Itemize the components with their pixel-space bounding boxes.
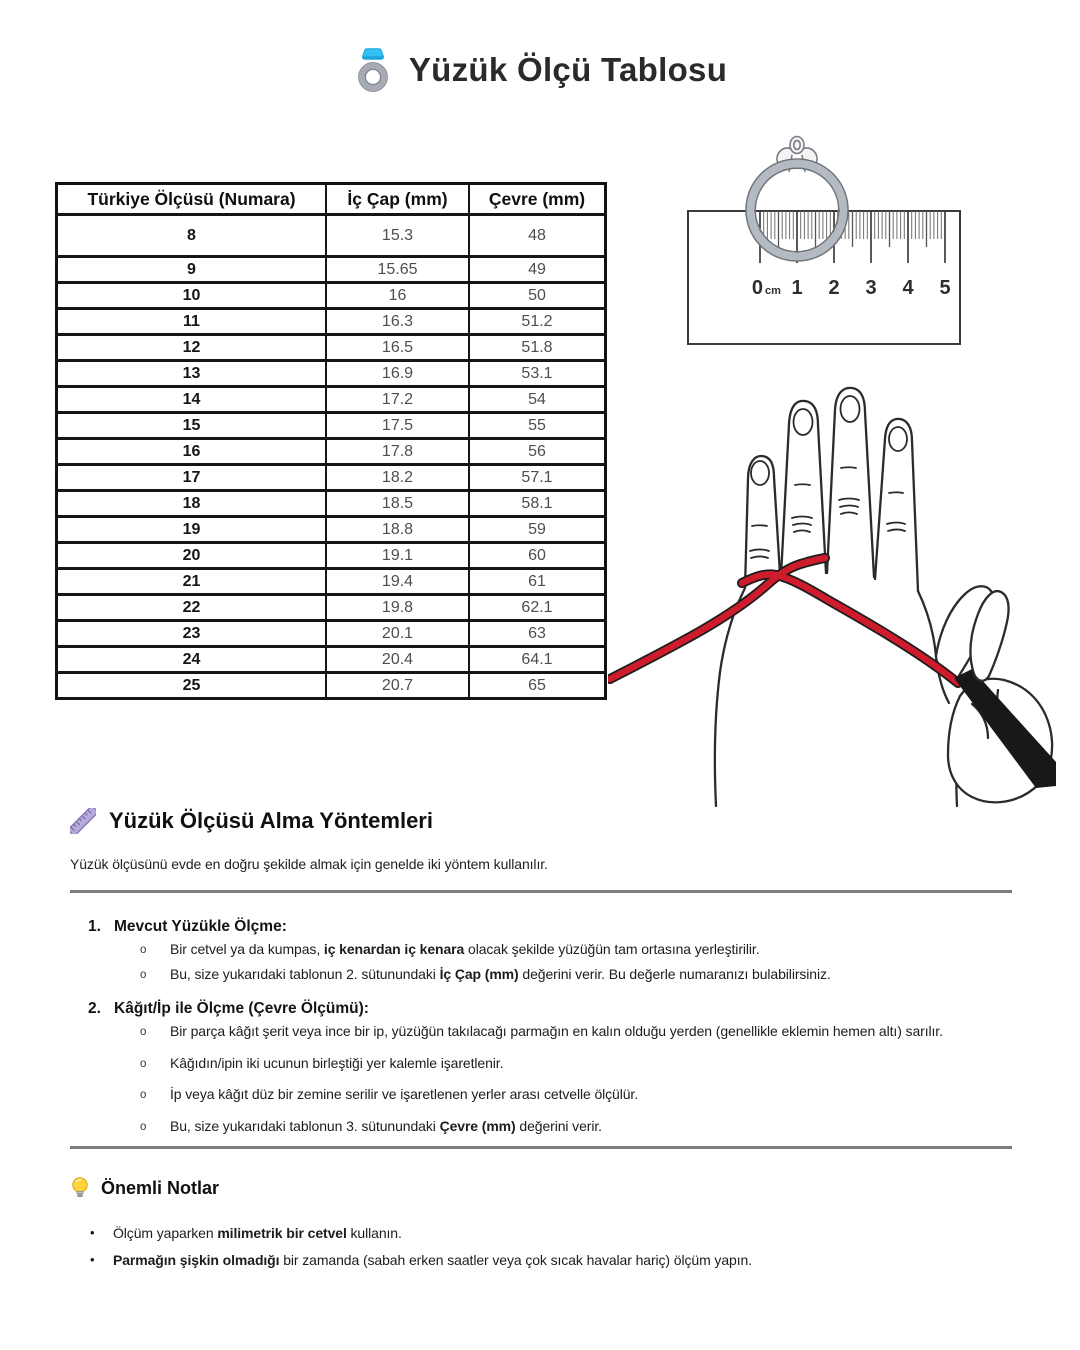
cell-circumference: 48 [469,215,606,257]
ruler-icon [70,808,96,834]
size-table-body [57,215,606,699]
bullet-text: Ölçüm yaparken milimetrik bir cetvel kullanın. [113,1225,402,1241]
methods-heading-row [70,808,433,834]
bullet-text: Bir cetvel ya da kumpas, iç kenardan iç kenara olacak şekilde yüzüğün tam ortasına yerleştirilir. [170,941,760,957]
cell-circumference: 56 [469,439,606,465]
methods-list [88,918,1012,1149]
cell-inner-diameter: 16.9 [326,361,469,387]
col-header-circumference: Çevre (mm) [469,184,606,215]
cell-circumference: 62.1 [469,595,606,621]
cell-inner-diameter: 18.8 [326,517,469,543]
bullet-item [140,1118,1012,1136]
bullet-item [140,941,1012,959]
bullet-marker: o [140,1120,147,1133]
cell-size-number: 16 [57,439,327,465]
notes-section [70,1176,1012,1278]
bullet-marker: o [140,1089,147,1101]
cell-inner-diameter: 18.5 [326,491,469,517]
method-head [88,918,1012,936]
cell-size-number: 18 [57,491,327,517]
ruler-zero-label: 0 [751,277,763,299]
hand-string-figure [608,372,1056,808]
notes-heading-row [70,1176,1012,1200]
bullet-text: İp veya kâğıt düz bir zemine serilir ve işaretlenen yerler arası cetvelle ölçülür. [170,1086,639,1102]
table-row [57,387,606,413]
cell-inner-diameter: 18.2 [326,465,469,491]
bullet-item [140,1023,1012,1041]
cell-inner-diameter: 20.1 [326,621,469,647]
bullet-marker: • [90,1251,95,1267]
cell-circumference: 59 [469,517,606,543]
cell-inner-diameter: 20.7 [326,673,469,699]
table-row [57,517,606,543]
method-item-ring [88,918,1012,983]
table-row [57,621,606,647]
cell-circumference: 65 [469,673,606,699]
bullet-item [90,1252,1012,1270]
bullet-text: Bir parça kâğıt şerit veya ince bir ip, yüzüğün takılacağı parmağın en kalın olduğu yerden (genellikle eklemin hemen altı) sarılır. [170,1023,943,1039]
cell-size-number: 23 [57,621,327,647]
cell-size-number: 13 [57,361,327,387]
cell-size-number: 24 [57,647,327,673]
table-header-row [57,184,606,215]
bullet-marker: o [140,1057,147,1070]
table-row [57,413,606,439]
cell-circumference: 63 [469,621,606,647]
table-row [57,595,606,621]
cell-circumference: 57.1 [469,465,606,491]
method-head [88,1000,1012,1018]
cell-size-number: 11 [57,309,327,335]
method-number: 2. [88,1000,101,1017]
method-bullets [140,1023,1012,1135]
cell-inner-diameter: 16 [326,283,469,309]
cell-size-number: 15 [57,413,327,439]
method-number: 1. [88,918,101,935]
table-row [57,309,606,335]
ruler-unit-label: cm [765,285,781,297]
cell-circumference: 60 [469,543,606,569]
bullet-marker: o [140,944,147,956]
cell-circumference: 54 [469,387,606,413]
divider [70,890,1012,893]
page-title: Yüzük Ölçü Tablosu [408,51,728,88]
method-item-string [88,1000,1012,1135]
cell-circumference: 64.1 [469,647,606,673]
cell-circumference: 49 [469,257,606,283]
cell-circumference: 55 [469,413,606,439]
ruler-cm-label: 4 [902,277,914,299]
ruler-cm-label: 5 [939,277,951,299]
cell-size-number: 10 [57,283,327,309]
cell-inner-diameter: 17.2 [326,387,469,413]
cell-size-number: 14 [57,387,327,413]
cell-inner-diameter: 16.5 [326,335,469,361]
cell-size-number: 12 [57,335,327,361]
table-row [57,335,606,361]
bullet-item [140,966,1012,984]
methods-intro: Yüzük ölçüsünü evde en doğru şekilde almak için genelde iki yöntem kullanılır. [70,856,548,872]
table-row [57,439,606,465]
table-row [57,257,606,283]
notes-heading: Önemli Notlar [101,1177,220,1198]
cell-inner-diameter: 16.3 [326,309,469,335]
cell-circumference: 50 [469,283,606,309]
cell-circumference: 51.8 [469,335,606,361]
cell-size-number: 20 [57,543,327,569]
cell-size-number: 17 [57,465,327,491]
divider [70,1146,1012,1149]
methods-heading: Yüzük Ölçüsü Alma Yöntemleri [109,808,433,833]
cell-inner-diameter: 17.8 [326,439,469,465]
ruler-cm-label: 2 [828,277,840,299]
table-row [57,647,606,673]
col-header-inner-diameter: İç Çap (mm) [326,184,469,215]
bullet-text: Parmağın şişkin olmadığı bir zamanda (sabah erken saatler veya çok sıcak havalar hariç) ölçüm yapın. [113,1251,752,1268]
bullet-text: Bu, size yukarıdaki tablonun 2. sütunundaki İç Çap (mm) değerini verir. Bu değerle numaranızı bulabilirsiniz. [170,965,831,982]
cell-inner-diameter: 20.4 [326,647,469,673]
bullet-text: Kâğıdın/ipin iki ucunun birleştiği yer kalemle işaretlenir. [170,1054,504,1071]
ruler-cm-label: 1 [791,277,803,299]
notes-bullets [90,1225,1012,1269]
table-row [57,283,606,309]
bullet-item [90,1225,1012,1243]
cell-size-number: 21 [57,569,327,595]
table-row [57,543,606,569]
col-header-size: Türkiye Ölçüsü (Numara) [57,184,327,215]
bullet-text: Bu, size yukarıdaki tablonun 3. sütunundaki Çevre (mm) değerini verir. [170,1117,602,1134]
table-row [57,465,606,491]
table-row [57,673,606,699]
cell-inner-diameter: 15.65 [326,257,469,283]
bullet-marker: o [140,968,147,981]
table-row [57,215,606,257]
cell-inner-diameter: 17.5 [326,413,469,439]
cell-inner-diameter: 19.1 [326,543,469,569]
cell-circumference: 61 [469,569,606,595]
ring-on-ruler-figure [686,128,962,348]
cell-size-number: 9 [57,257,327,283]
cell-size-number: 22 [57,595,327,621]
table-row [57,491,606,517]
bullet-marker: • [90,1225,95,1240]
table-row [57,569,606,595]
table-row [57,361,606,387]
cell-inner-diameter: 15.3 [326,215,469,257]
cell-circumference: 53.1 [469,361,606,387]
ring-size-table [55,182,607,700]
ruler-cm-label: 3 [865,277,877,299]
bullet-item [140,1086,1012,1104]
method-title: Kâğıt/İp ile Ölçme (Çevre Ölçümü): [114,1000,369,1017]
ring-icon [353,44,393,96]
bullet-item [140,1055,1012,1073]
cell-size-number: 25 [57,673,327,699]
bullet-marker: o [140,1026,147,1038]
cell-inner-diameter: 19.4 [326,569,469,595]
lightbulb-icon [70,1176,90,1200]
cell-size-number: 8 [57,215,327,257]
page-title-row [0,44,1080,96]
method-bullets [140,941,1012,983]
cell-size-number: 19 [57,517,327,543]
cell-circumference: 51.2 [469,309,606,335]
method-title: Mevcut Yüzükle Ölçme: [114,918,287,935]
cell-circumference: 58.1 [469,491,606,517]
cell-inner-diameter: 19.8 [326,595,469,621]
